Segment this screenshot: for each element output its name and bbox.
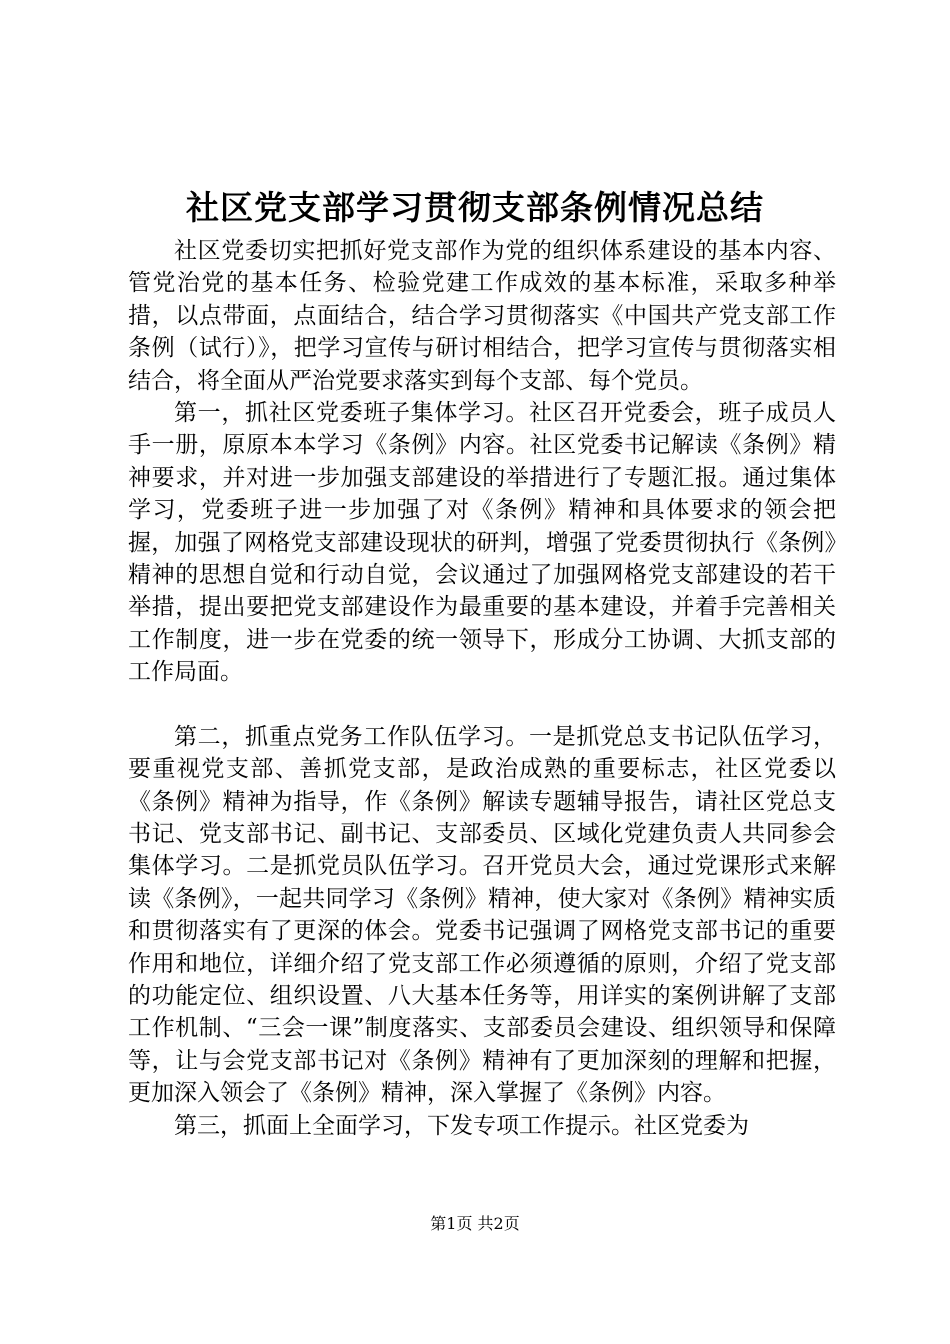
paragraph-second: 第二，抓重点党务工作队伍学习。一是抓党总支书记队伍学习，要重视党支部、善抓党支部，是政治成熟的重要标志，社区党委以《条例》精神为指导，作《条例》解读专题辅导报告，请社区党总支书记、党支部书记、副书记、支部委员、区域化党建负责人共同参会集体学习。二是抓党员队伍学习。召开党员大会，通过党课形式来解读《条例》，一起共同学习《条例》精神，使大家对《条例》精神实质和贯彻落实有了更深的体会。党委书记强调了网格党支部书记的重要作用和地位，详细介绍了党支部工作必须遵循的原则，介绍了党支部的功能定位、组织设置、八大基本任务等，用详实的案例讲解了支部工作机制、“三会一课”制度落实、支部委员会建设、组织领导和保障等，让与会党支部书记对《条例》精神有了更加深刻的理解和把握，更加深入领会了《条例》精神，深入掌握了《条例》内容。 — [128, 723, 836, 1107]
document-title: 社区党支部学习贯彻支部条例情况总结 — [186, 188, 764, 227]
paragraph-intro: 社区党委切实把抓好党支部作为党的组织体系建设的基本内容、管党治党的基本任务、检验党建工作成效的基本标准，采取多种举措，以点带面，点面结合，结合学习贯彻落实《中国共产党支部工作条例（试行）》，把学习宣传与研讨相结合，把学习宣传与贯彻落实相结合，将全面从严治党要求落实到每个支部、每个党员。 — [128, 238, 836, 394]
paragraph-third: 第三，抓面上全面学习，下发专项工作提示。社区党委为 — [174, 1112, 749, 1139]
paragraph-first: 第一，抓社区党委班子集体学习。社区召开党委会，班子成员人手一册，原原本本学习《条例》内容。社区党委书记解读《条例》精神要求，并对进一步加强支部建设的举措进行了专题汇报。通过集体学习，党委班子进一步加强了对《条例》精神和具体要求的领会把握，加强了网格党支部建设现状的研判，增强了党委贯彻执行《条例》精神的思想自觉和行动自觉，会议通过了加强网格党支部建设的若干举措，提出要把党支部建设作为最重要的基本建设，并着手完善相关工作制度，进一步在党委的统一领导下，形成分工协调、大抓支部的工作局面。 — [128, 400, 836, 686]
document-body — [128, 235, 836, 1142]
page-footer: 第1页 共2页 — [430, 1214, 520, 1233]
